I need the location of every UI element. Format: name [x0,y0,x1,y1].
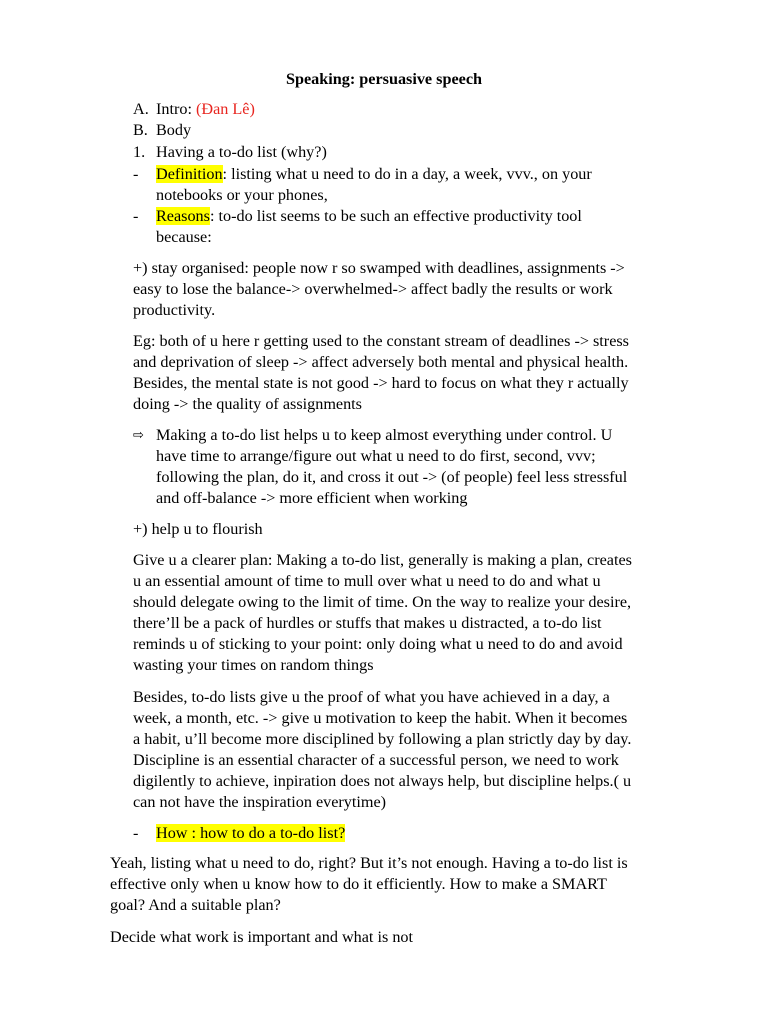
paragraph-line: Yeah, listing what u need to do, right? But it’s not enough. Having a to-do list is [110,854,628,872]
paragraph-line: and deprivation of sleep -> affect adversely both mental and physical health. [133,353,629,371]
intro-speaker-name: (Đan Lê) [191,100,255,118]
outline-marker-1: 1. [133,143,146,161]
paragraph-line: Making a to-do list helps u to keep almost everything under control. U [156,426,613,444]
outline-intro [156,99,255,120]
paragraph-line: digilently to achieve, inpiration does not always help, but discipline helps.( u [133,772,632,790]
paragraph-line: Besides, the mental state is not good -> hard to focus on what they r actually [133,374,629,392]
reasons-line-1 [156,206,582,227]
paragraph-line: reminds u of sticking to your point: only doing what u need to do and avoid [133,635,623,653]
paragraph-line: effective only when u know how to do it efficiently. How to make a SMART [110,875,607,893]
intro-label: Intro: [156,100,192,118]
paragraph-line: +) stay organised: people now r so swamped with deadlines, assignments -> [133,259,625,277]
paragraph-line: there’ll be a pack of hurdles or stuffs that makes u distracted, a to-do list [133,614,602,632]
reasons-bullet: - [133,207,139,225]
paragraph-line: following the plan, do it, and cross it out -> (of people) feel less stressful [156,468,628,486]
paragraph-line: and off-balance -> more efficient when working [156,489,468,507]
definition-line-2: notebooks or your phones, [156,186,328,204]
paragraph-line: doing -> the quality of assignments [133,395,362,413]
outline-marker-a: A. [133,100,149,118]
paragraph-line: a habit, u’ll become more disciplined by following a plan strictly day by day. [133,730,632,748]
paragraph-line: have time to arrange/figure out what u need to do first, second, vvv; [156,447,596,465]
paragraph-line: Discipline is an essential character of a successful person, we need to work [133,751,619,769]
paragraph-line: week, a month, etc. -> give u motivation to keep the habit. When it becomes [133,709,628,727]
outline-body: Body [156,121,192,139]
subheading-flourish: +) help u to flourish [133,520,263,538]
definition-line-1 [156,164,592,185]
how-bullet: - [133,824,139,842]
paragraph-line: productivity. [133,301,216,319]
definition-bullet: - [133,165,139,183]
paragraph-line: can not have the inspiration everytime) [133,793,387,811]
arrow-right-icon: ⇨ [133,428,144,443]
paragraph-line: should delegate owing to the limit of time. On the way to realize your desire, [133,593,632,611]
paragraph-line: easy to lose the balance-> overwhelmed-> affect badly the results or work [133,280,613,298]
outline-marker-b: B. [133,121,148,139]
reasons-text: : to-do list seems to be such an effective productivity tool [209,207,582,225]
paragraph-line: u an essential amount of time to mull over what u need to do and what u [133,572,601,590]
paragraph-line: Give u a clearer plan: Making a to-do list, generally is making a plan, creates [133,551,632,569]
paragraph-line: Besides, to-do lists give u the proof of what you have achieved in a day, a [133,688,610,706]
definition-term: Definition [156,165,223,183]
paragraph-line: Eg: both of u here r getting used to the constant stream of deadlines -> stress [133,332,629,350]
paragraph-line-decide: Decide what work is important and what is not [110,928,414,946]
how-heading [156,823,345,844]
page-title: Speaking: persuasive speech [285,70,483,88]
definition-text: : listing what u need to do in a day, a week, vvv., on your [222,165,592,183]
paragraph-line: goal? And a suitable plan? [110,896,281,914]
paragraph-line: wasting your times on random things [133,656,374,674]
reasons-term: Reasons [156,207,210,225]
outline-item-1: Having a to-do list (why?) [156,143,327,161]
how-heading-text: How : how to do a to-do list? [156,824,346,842]
reasons-line-2: because: [156,228,212,246]
